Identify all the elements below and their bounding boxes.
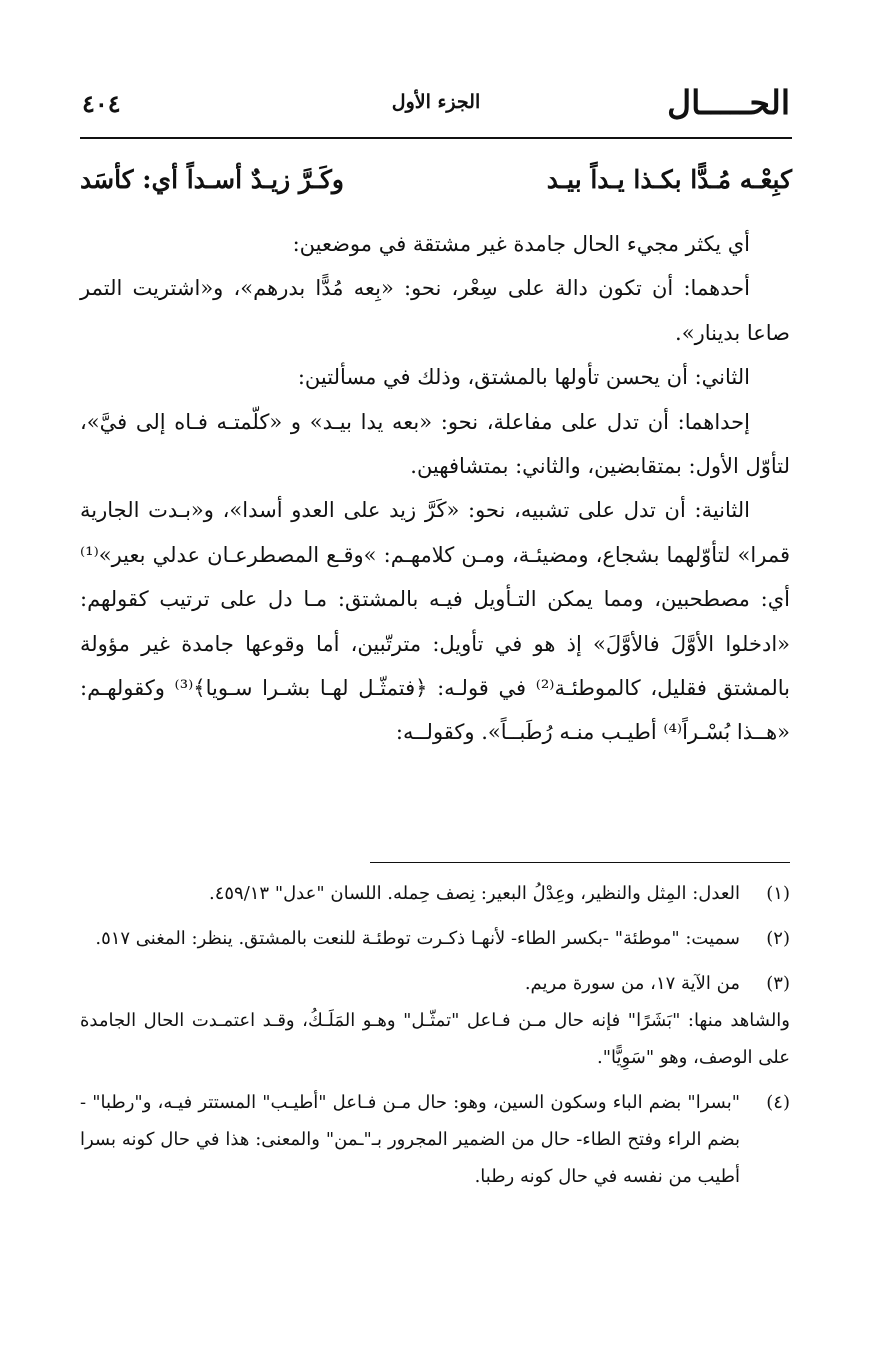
- chapter-title: الحـــــال: [667, 83, 790, 122]
- footnote-text: سميت: "موطئة" -بكسر الطاء- لأنهـا ذكـرت توطئـة للنعت بالمشتق. ينظر: المغنى ٥١٧.: [95, 928, 740, 949]
- paragraph-first-place: أحدهما: أن تكون دالة على سِعْر، نحو: «بِعه مُدًّا بدرهم»، و«اشتريت التمر صاعا بدينار».: [80, 276, 790, 345]
- footnote-number: (١): [766, 883, 790, 904]
- footnote: [80, 875, 790, 912]
- footnote: [80, 920, 790, 957]
- paragraph-intro: أي يكثر مجيء الحال جامدة غير مشتقة في موضعين:: [292, 232, 750, 256]
- part-title: الجزء الأول: [391, 91, 481, 113]
- page-header: [82, 78, 790, 128]
- paragraph-second-place: الثاني: أن يحسن تأولها بالمشتق، وذلك في مسألتين:: [297, 365, 750, 390]
- footnote-continuation: والشاهد منها: "بَشَرًا" فإنه حال مـن فـاعل "تمثّـل" وهـو المَلَـكُ، وقـد اعتمـدت الحال الجامدة على الوصف، وهو "سَوِيًّا".: [80, 1010, 790, 1068]
- footnote-divider: [370, 862, 790, 863]
- header-divider: [80, 137, 792, 139]
- footnote-number: (٤): [766, 1092, 790, 1113]
- footnote-number: (٢): [766, 928, 790, 949]
- paragraph-first-issue: إحداهما: أن تدل على مفاعلة، نحو: «بعه يدا بيـد» و «كلّمتـه فـاه إلى فيَّ»، لتأوّل الأول: بمتقابضين، والثاني: بمتشافهين.: [80, 409, 790, 479]
- footnote: [80, 965, 790, 1002]
- paragraph-second-issue: الثانية: أن تدل على تشبيه، نحو: «كَرَّ زيد على العدو أسدا»، و«بـدت الجارية قمرا» لتأوّلهما بشجاع، ومضيئـة، ومـن كلامهـم: »وقـع المصطرعـان عدلي بعير»⁽¹⁾ أي: مصطحبين، ومما يمكن التـأويل فيـه بالمشتق: مـا دل على ترتيب كقولهم: «ادخلوا الأوَّلَ فالأوَّلَ» إذ هو في تأويل: مترتّبين، أما وقوعها جامدة غير مؤولة بالمشتق فقليل، كالموطئـة⁽²⁾ في قولـه: ﴿فتمثّـل لهـا بشـرا سـويا﴾⁽³⁾ وكقولهـم: «هــذا بُسْـراً⁽⁴⁾ أطيـب منـه رُطَبــاً». وكقولــه:: [80, 498, 790, 745]
- verse-line: [80, 155, 792, 205]
- verse-second-hemistich: وكَـرَّ زيـدٌ أسـداً أي: كأسَد: [80, 165, 345, 194]
- verse-first-hemistich: كبِعْـه مُـدًّا بكـذا يـداً بيـد: [546, 165, 792, 194]
- footnote-text: من الآية ١٧، من سورة مريم.: [524, 973, 740, 994]
- footnote-number: (٣): [766, 973, 790, 994]
- footnote-text: "بسرا" بضم الباء وسكون السين، وهو: حال مـن فـاعل "أطيـب" المستتر فيـه، و"رطبا" - بضم الراء وفتح الطاء- حال من الضمير المجرور بـ"ـمن" والمعنى: هذا في حال كونه بسرا أطيب من نفسه في حال كونه رطبا.: [80, 1092, 740, 1187]
- footnote-text: العدل: المِثل والنظير، وعِدْلُ البعير: نِصف حِمله. اللسان "عدل" ٤٥٩/١٣.: [208, 883, 740, 904]
- footnotes: [80, 875, 790, 1203]
- body-text: [80, 222, 790, 755]
- footnote: [80, 1084, 790, 1195]
- page-number: ٤٠٤: [82, 89, 121, 118]
